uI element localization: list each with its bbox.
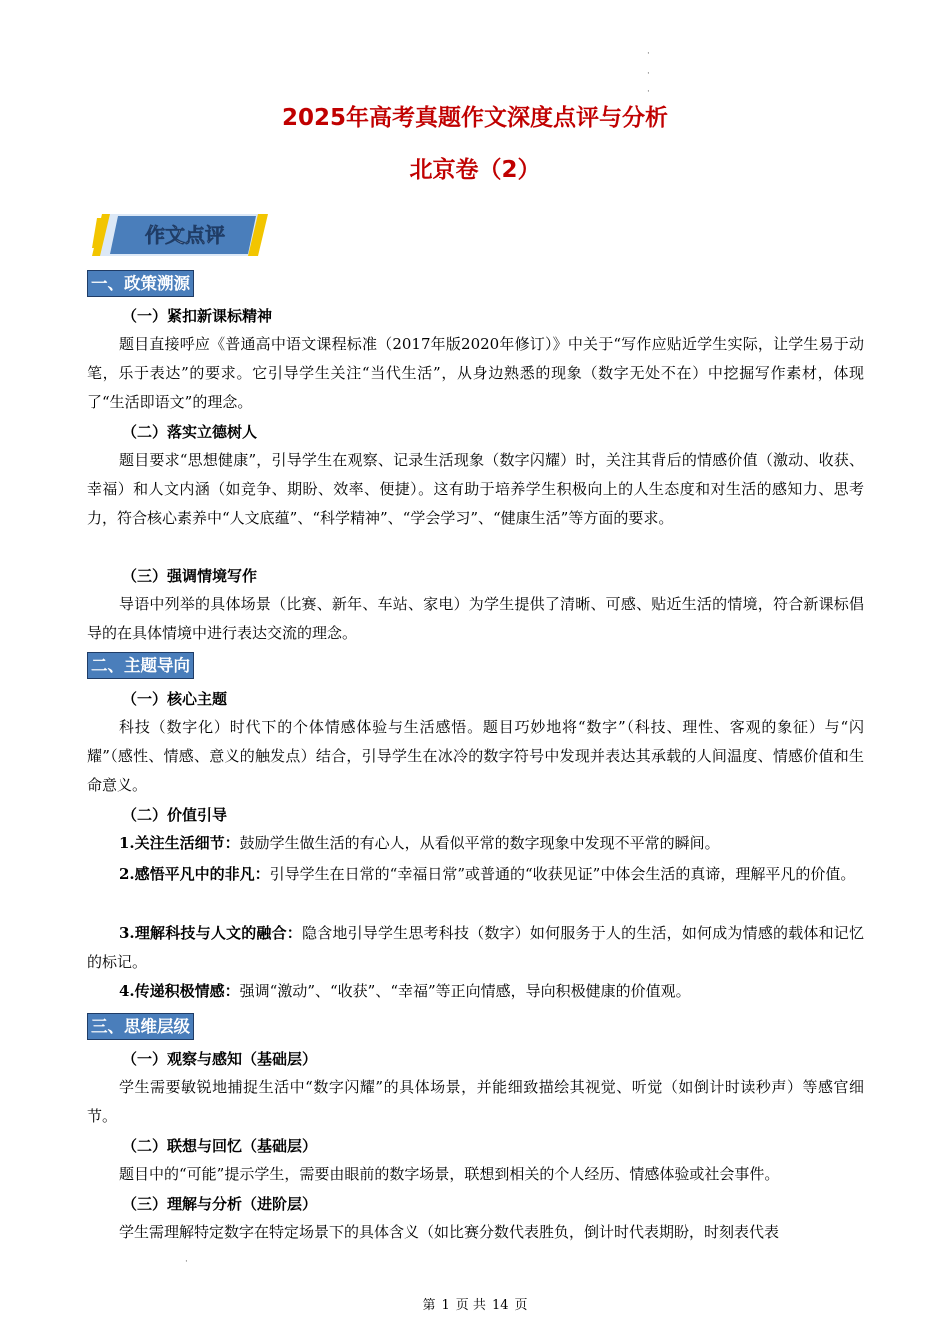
value-point-text: 强调“激动”、“收获”、“幸福”等正向情感，导向积极健康的价值观。 bbox=[239, 982, 691, 1000]
page-subtitle: 北京卷（2） bbox=[409, 157, 541, 183]
subsection-heading: （三）强调情境写作 bbox=[122, 567, 258, 585]
value-point-label: 2.感悟平凡中的非凡： bbox=[119, 865, 270, 883]
paragraph: 题目中的“可能”提示学生，需要由眼前的数字场景，联想到相关的个人经历、情感体验或社会事件。 bbox=[119, 1165, 780, 1183]
section-heading: 二、主题导向 bbox=[87, 652, 194, 679]
review-banner bbox=[92, 210, 268, 260]
footer-mid: 页 共 bbox=[455, 1298, 486, 1313]
value-point-label: 1.关注生活细节： bbox=[119, 834, 240, 852]
header-mark: · bbox=[647, 69, 650, 79]
paragraph: 学生需要敏锐地捕捉生活中“数字闪耀”的具体场景，并能细致描绘其视觉、听觉（如倒计时读秒声）等感官细节。 bbox=[87, 1078, 864, 1125]
paragraph: 导语中列举的具体场景（比赛、新年、车站、家电）为学生提供了清晰、可感、贴近生活的情境，符合新课标倡导的在具体情境中进行表达交流的理念。 bbox=[87, 595, 864, 642]
section-heading: 一、政策溯源 bbox=[87, 270, 194, 297]
section-heading: 三、思维层级 bbox=[87, 1013, 194, 1040]
header-mark: · bbox=[647, 49, 650, 59]
subsection-heading: （二）落实立德树人 bbox=[122, 423, 258, 441]
subsection-heading: （一）观察与感知（基础层） bbox=[122, 1050, 318, 1068]
subsection-heading: （二）联想与回忆（基础层） bbox=[122, 1137, 318, 1155]
footer-mark: · bbox=[185, 1257, 188, 1267]
footer-prefix: 第 bbox=[422, 1298, 436, 1313]
page-footer bbox=[0, 1294, 950, 1313]
value-point-text: 隐含地引导学生思考科技（数字）如何服务于人的生活，如何成为情感的载体和记忆的标记。 bbox=[87, 924, 864, 971]
subsection-heading: （一）核心主题 bbox=[122, 690, 228, 708]
value-point-label: 4.传递积极情感： bbox=[119, 982, 240, 1000]
subsection-heading: （二）价值引导 bbox=[122, 806, 228, 824]
value-point bbox=[87, 829, 864, 858]
value-point-text: 鼓励学生做生活的有心人，从看似平常的数字现象中发现不平常的瞬间。 bbox=[239, 834, 720, 852]
paragraph: 科技（数字化）时代下的个体情感体验与生活感悟。题目巧妙地将“数字”（科技、理性、客观的象征）与“闪耀”（感性、情感、意义的触发点）结合，引导学生在冰冷的数字符号中发现并表达其承载的人间温度、情感价值和生命意义。 bbox=[87, 718, 864, 794]
paragraph: 题目直接呼应《普通高中语文课程标准（2017年版2020年修订）》中关于“写作应贴近学生实际，让学生易于动笔，乐于表达”的要求。它引导学生关注“当代生活”，从身边熟悉的现象（数字无处不在）中挖掘写作素材，体现了“生活即语文”的理念。 bbox=[87, 335, 864, 411]
banner-label: 作文点评 bbox=[145, 223, 225, 247]
footer-suffix: 页 bbox=[514, 1298, 528, 1313]
page-total: 14 bbox=[491, 1298, 509, 1313]
page-title: 2025年高考真题作文深度点评与分析 bbox=[281, 105, 668, 131]
page-number: 1 bbox=[441, 1298, 450, 1313]
value-point bbox=[87, 860, 864, 889]
subsection-heading: （三）理解与分析（进阶层） bbox=[122, 1195, 318, 1213]
header-mark: · bbox=[647, 87, 650, 97]
paragraph: 题目要求“思想健康”，引导学生在观察、记录生活现象（数字闪耀）时，关注其背后的情感价值（激动、收获、幸福）和人文内涵（如竞争、期盼、效率、便捷）。这有助于培养学生积极向上的人生态度和对生活的感知力、思考力，符合核心素养中“人文底蕴”、“科学精神”、“学会学习”、“健康生活”等方面的要求。 bbox=[87, 451, 864, 527]
value-point-label: 3.理解科技与人文的融合： bbox=[119, 924, 302, 942]
paragraph: 学生需理解特定数字在特定场景下的具体含义（如比赛分数代表胜负，倒计时代表期盼，时刻表代表 bbox=[119, 1223, 780, 1241]
value-point bbox=[87, 919, 864, 977]
subsection-heading: （一）紧扣新课标精神 bbox=[122, 307, 273, 325]
value-point bbox=[87, 977, 864, 1006]
value-point-text: 引导学生在日常的“幸福日常”或普通的“收获见证”中体会生活的真谛，理解平凡的价值。 bbox=[269, 865, 856, 883]
